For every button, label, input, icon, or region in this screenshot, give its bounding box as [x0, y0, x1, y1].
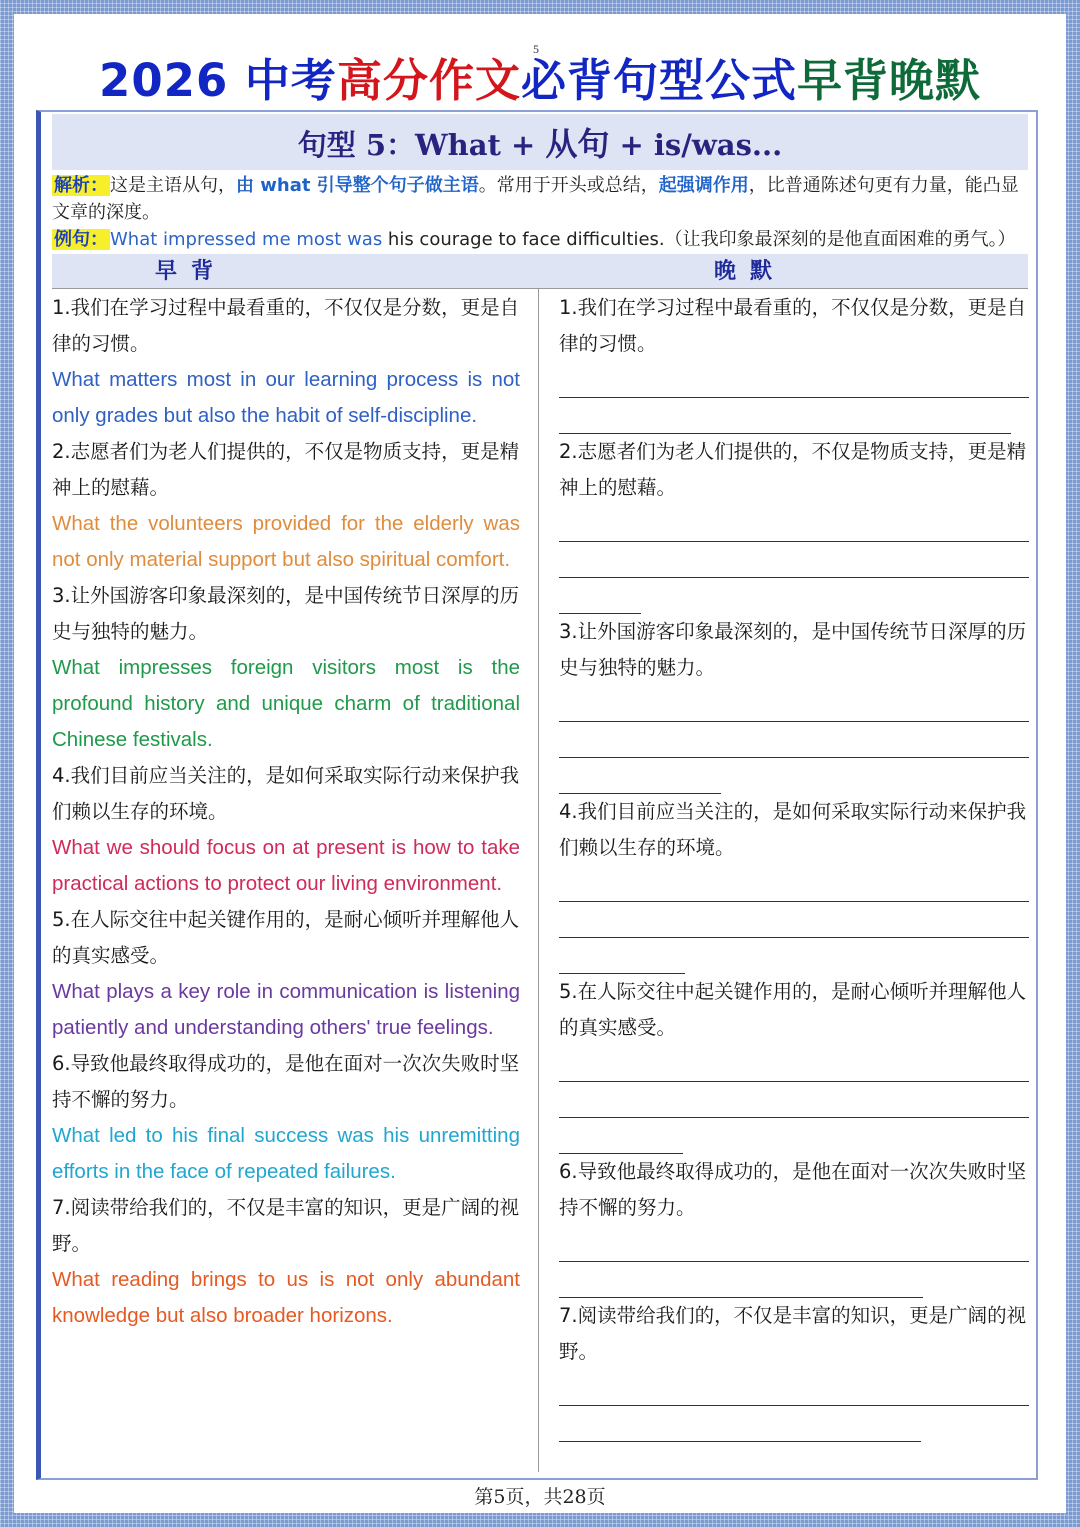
example-label: 例句： [54, 229, 108, 250]
item-chinese: 3.让外国游客印象最深刻的，是中国传统节日深厚的历史与独特的魅力。 [559, 620, 1027, 679]
item-chinese: 4.我们目前应当关注的，是如何采取实际行动来保护我们赖以生存的环境。 [52, 764, 520, 823]
pattern-prefix: 句型 5：What + [297, 128, 546, 162]
page-footer: 第5页，共28页 [474, 1486, 606, 1508]
item-chinese: 2.志愿者们为老人们提供的，不仅是物质支持，更是精神上的慰藉。 [52, 440, 520, 499]
item-chinese: 7.阅读带给我们的，不仅是丰富的知识，更是广阔的视野。 [52, 1196, 520, 1255]
analysis-text-3: ，比普通陈述句更有力量，能凸显文章的深度。 [52, 175, 1019, 223]
answer-line[interactable] [559, 1118, 683, 1154]
item-chinese: 2.志愿者们为老人们提供的，不仅是物质支持，更是精神上的慰藉。 [559, 440, 1027, 499]
item-chinese: 5.在人际交往中起关键作用的，是耐心倾听并理解他人的真实感受。 [52, 908, 520, 967]
pattern-heading [52, 114, 1028, 170]
item-chinese: 5.在人际交往中起关键作用的，是耐心倾听并理解他人的真实感受。 [559, 980, 1027, 1039]
memorize-column [52, 290, 520, 1334]
item-chinese: 6.导致他最终取得成功的，是他在面对一次次失败时坚持不懈的努力。 [52, 1052, 520, 1111]
memorize-item [52, 1046, 520, 1190]
memorize-item [52, 1190, 520, 1334]
dictation-item [559, 290, 1029, 434]
title-high-score: 高分作文 [336, 54, 521, 107]
answer-line[interactable] [559, 506, 1029, 542]
dictation-item [559, 434, 1029, 614]
page-title [0, 44, 1080, 109]
answer-line[interactable] [559, 578, 641, 614]
memorize-item [52, 902, 520, 1046]
answer-line[interactable] [559, 1082, 1029, 1118]
memorize-item [52, 578, 520, 758]
title-year-exam: 2026 中考 [99, 54, 337, 107]
analysis-text-1: 这是主语从句， [110, 175, 236, 196]
title-sentence-patterns: 必背句型公式 [520, 54, 797, 107]
item-chinese: 7.阅读带给我们的，不仅是丰富的知识，更是广阔的视野。 [559, 1304, 1027, 1363]
answer-line[interactable] [559, 398, 1011, 434]
dictation-item [559, 614, 1029, 794]
column-header-memorize: 早背 [155, 258, 228, 284]
item-english: What the volunteers provided for the elderly was not only material support but also spiritual comfort. [52, 512, 520, 571]
column-divider [538, 288, 539, 1472]
answer-line[interactable] [559, 362, 1029, 398]
pattern-suffix: + is/was... [609, 128, 783, 162]
answer-line[interactable] [559, 1406, 921, 1442]
memorize-item [52, 758, 520, 902]
answer-line[interactable] [559, 1370, 1029, 1406]
answer-line[interactable] [559, 722, 1029, 758]
answer-line[interactable] [559, 1262, 923, 1298]
item-chinese: 4.我们目前应当关注的，是如何采取实际行动来保护我们赖以生存的环境。 [559, 800, 1027, 859]
item-chinese: 1.我们在学习过程中最看重的，不仅仅是分数，更是自律的习惯。 [559, 296, 1027, 355]
table-top-rule [52, 288, 1028, 289]
item-english: What reading brings to us is not only abundant knowledge but also broader horizons. [52, 1268, 520, 1327]
answer-line[interactable] [559, 686, 1029, 722]
dictation-item [559, 1298, 1029, 1442]
example-sentence [52, 226, 1032, 253]
example-highlight: What impressed me most was [110, 229, 383, 250]
dictation-item [559, 974, 1029, 1154]
dictation-column [559, 290, 1029, 1442]
pattern-clause: 从句 [545, 125, 610, 163]
title-morning-evening: 早背晚默 [796, 54, 981, 107]
item-english: What we should focus on at present is how to take practical actions to protect our living environment. [52, 836, 520, 895]
dictation-item [559, 794, 1029, 974]
item-english: What matters most in our learning process is not only grades but also the habit of self-discipline. [52, 368, 520, 427]
analysis-label: 解析： [54, 175, 108, 196]
answer-line[interactable] [559, 1046, 1029, 1082]
example-rest: his courage to face difficulties.（让我印象最深刻的是他直面困难的勇气。） [382, 229, 1016, 250]
memorize-item [52, 290, 520, 434]
dictation-item [559, 1154, 1029, 1298]
analysis-highlight-1: 由 what 引导整个句子做主语 [236, 175, 479, 196]
answer-line[interactable] [559, 758, 721, 794]
analysis-text-2: 。常用于开头或总结， [478, 175, 659, 196]
memorize-item [52, 434, 520, 578]
item-english: What led to his final success was his unremitting efforts in the face of repeated failures. [52, 1124, 520, 1183]
answer-line[interactable] [559, 542, 1029, 578]
column-header-dictation: 晚默 [714, 258, 787, 284]
answer-line[interactable] [559, 938, 685, 974]
top-page-number: 5 [533, 42, 539, 56]
analysis-paragraph [52, 172, 1032, 226]
analysis-highlight-2: 起强调作用 [658, 175, 749, 196]
item-english: What impresses foreign visitors most is the profound history and unique charm of traditional Chinese festivals. [52, 656, 520, 751]
answer-line[interactable] [559, 902, 1029, 938]
answer-line[interactable] [559, 866, 1029, 902]
item-chinese: 1.我们在学习过程中最看重的，不仅仅是分数，更是自律的习惯。 [52, 296, 520, 355]
item-chinese: 6.导致他最终取得成功的，是他在面对一次次失败时坚持不懈的努力。 [559, 1160, 1027, 1219]
item-english: What plays a key role in communication is listening patiently and understanding others' true feelings. [52, 980, 520, 1039]
answer-line[interactable] [559, 1226, 1029, 1262]
item-chinese: 3.让外国游客印象最深刻的，是中国传统节日深厚的历史与独特的魅力。 [52, 584, 520, 643]
